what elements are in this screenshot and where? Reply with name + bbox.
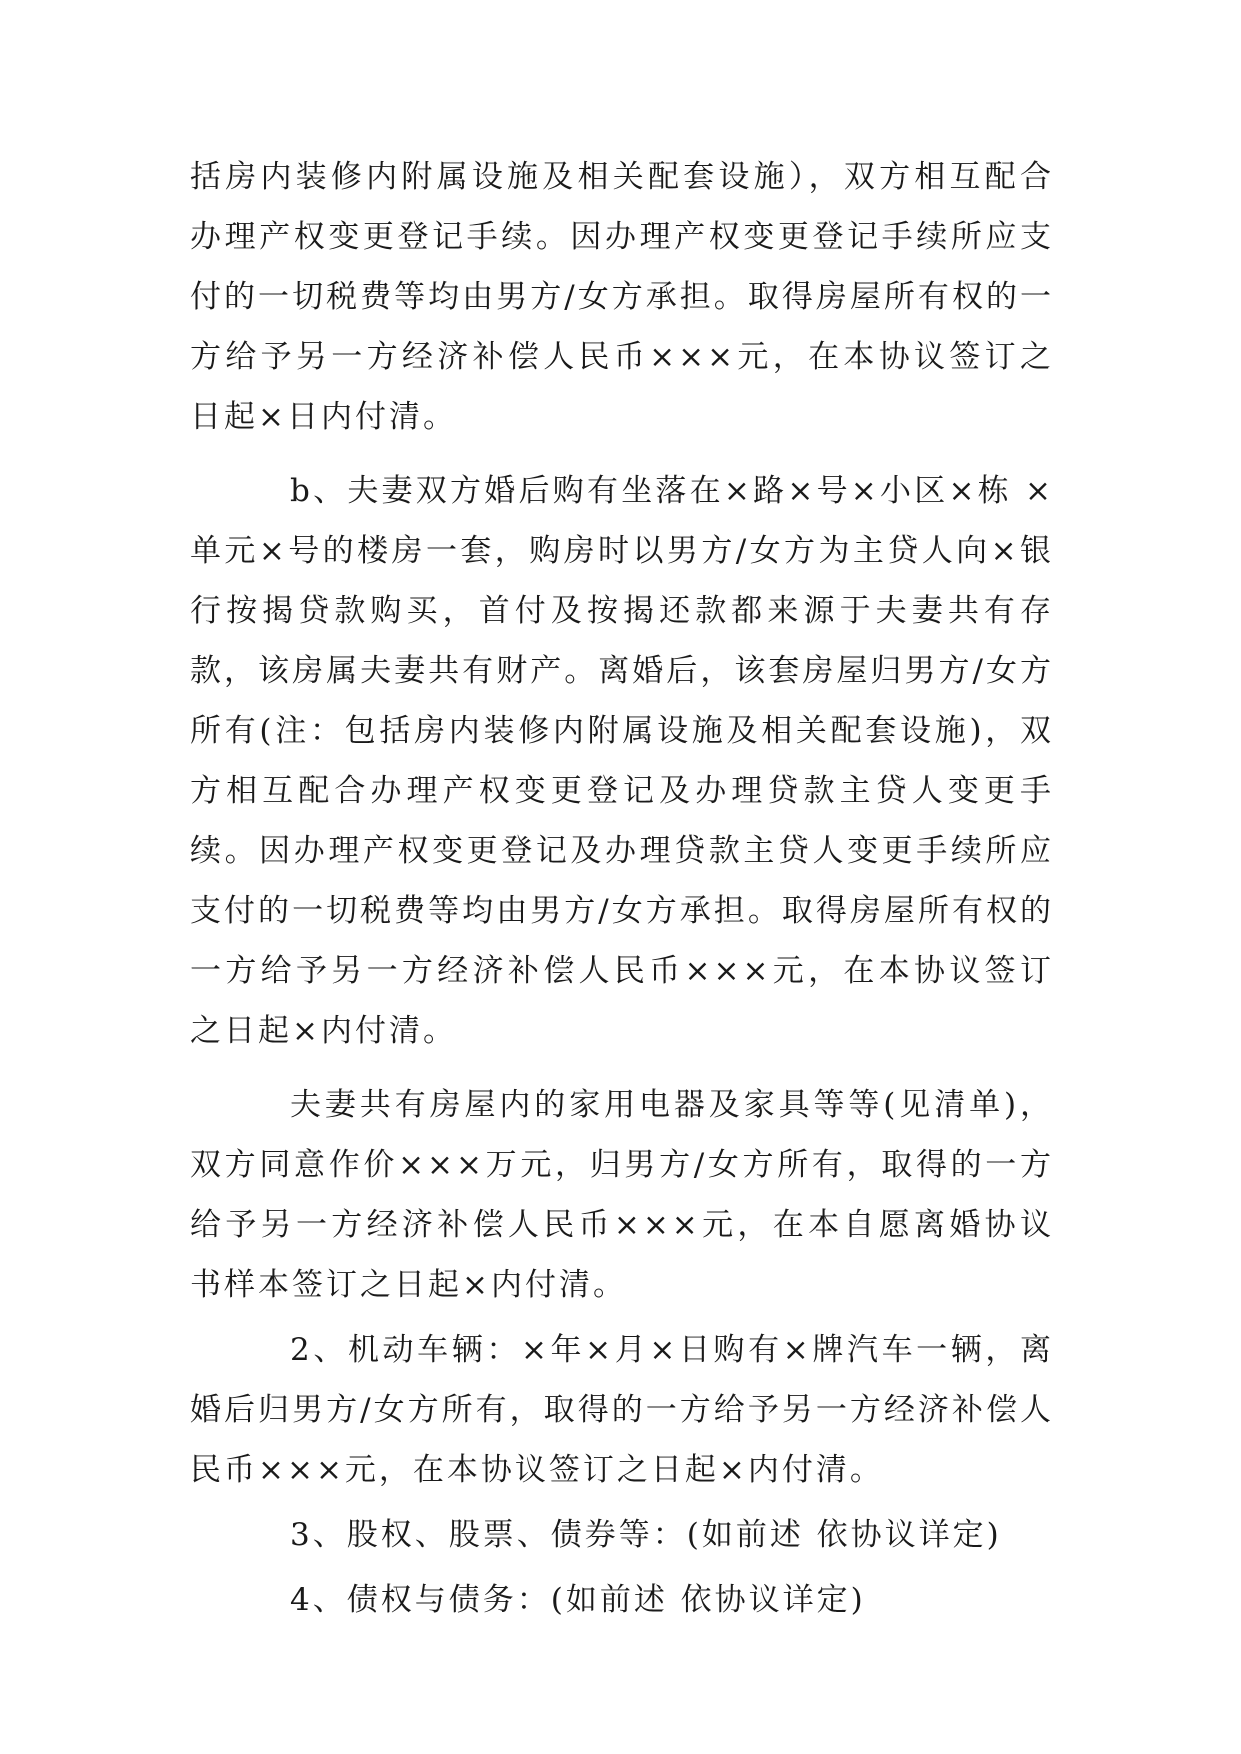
- paragraph-house-transfer-continued: 括房内装修内附属设施及相关配套设施），双方相互配合办理产权变更登记手续。因办理产权变更登记手续所应支付的一切税费等均由男方/女方承担。取得房屋所有权的一方给予另一方经济补偿人民币×××元，在本协议签订之日起×日内付清。: [190, 159, 1054, 435]
- paragraph-household-appliances: 夫妻共有房屋内的家用电器及家具等等(见清单)，双方同意作价×××万元，归男方/女方所有，取得的一方给予另一方经济补偿人民币×××元，在本自愿离婚协议书样本签订之日起×内付清。: [190, 1087, 1054, 1303]
- paragraph-motor-vehicle: 2、机动车辆：×年×月×日购有×牌汽车一辆，离婚后归男方/女方所有，取得的一方给予另一方经济补偿人民币×××元，在本协议签订之日起×内付清。: [190, 1332, 1054, 1488]
- paragraph-debts: 4、债权与债务：(如前述 依协议详定): [290, 1582, 866, 1618]
- document-page: [190, 147, 1054, 1635]
- paragraph-stocks-bonds: 3、股权、股票、债券等：(如前述 依协议详定): [290, 1517, 1002, 1553]
- paragraph-mortgaged-apartment: b、夫妻双方婚后购有坐落在×路×号×小区×栋 ×单元×号的楼房一套，购房时以男方/女方为主贷人向×银行按揭贷款购买，首付及按揭还款都来源于夫妻共有存款，该房属夫妻共有财产。离婚后，该套房屋归男方/女方所有(注：包括房内装修内附属设施及相关配套设施)，双方相互配合办理产权变更登记及办理贷款主贷人变更手续。因办理产权变更登记及办理贷款主贷人变更手续所应支付的一切税费等均由男方/女方承担。取得房屋所有权的一方给予另一方经济补偿人民币×××元，在本协议签订之日起×内付清。: [190, 473, 1054, 1049]
